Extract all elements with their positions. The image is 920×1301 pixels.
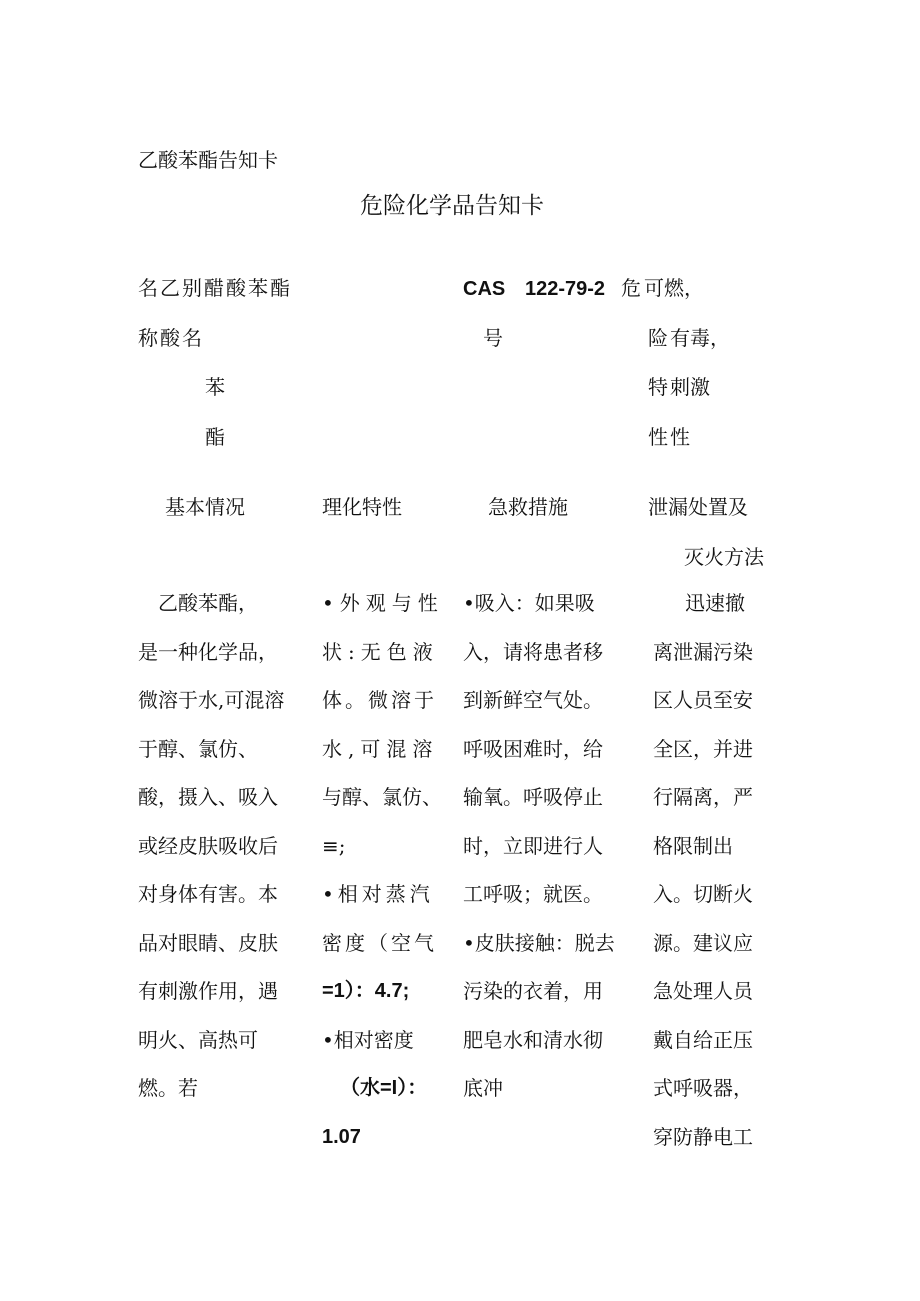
column-first-aid bbox=[463, 588, 628, 1122]
firstaid-line: 输氧。呼吸停止 bbox=[463, 785, 603, 809]
firstaid-line: 时，立即进行人 bbox=[463, 833, 603, 858]
name-value-4: 酯 bbox=[205, 425, 225, 449]
leak-line: 入。切断火 bbox=[653, 882, 753, 906]
physchem-line: 水,可混溶 bbox=[322, 736, 439, 761]
physchem-line: •相对密度 bbox=[322, 1027, 414, 1052]
cas-label-2: 号 bbox=[483, 326, 503, 350]
firstaid-line: •吸入：如果吸 bbox=[463, 591, 595, 615]
leak-line: 源。建议应 bbox=[653, 930, 753, 955]
name-label-1: 名 bbox=[138, 276, 158, 300]
column-physchem bbox=[322, 588, 442, 1170]
alias-value-4: 酯 bbox=[270, 276, 290, 300]
physchem-line: •外观与性 bbox=[322, 591, 444, 615]
basic-line: 对身体有害。本 bbox=[138, 882, 278, 906]
basic-line: 燃。若 bbox=[138, 1076, 198, 1100]
leak-line: 格限制出 bbox=[653, 833, 733, 858]
alias-label-2: 名 bbox=[182, 326, 202, 350]
alias-label-1: 别 bbox=[182, 276, 202, 300]
leak-line: 全区，并进 bbox=[653, 736, 753, 761]
heading-first-aid: 急救措施 bbox=[488, 495, 568, 519]
basic-line: 微溶于水,可混溶 bbox=[138, 688, 285, 712]
leak-line: 离泄漏污染 bbox=[653, 639, 753, 664]
physchem-line: 状:无色液 bbox=[322, 639, 439, 664]
firstaid-line: 工呼吸；就医。 bbox=[463, 882, 603, 906]
alias-value-1: 醋 bbox=[204, 276, 224, 300]
danger-value-3: 刺激 bbox=[670, 375, 710, 399]
heading-basic-info: 基本情况 bbox=[165, 495, 245, 519]
name-value-3: 苯 bbox=[205, 375, 225, 399]
heading-physchem: 理化特性 bbox=[322, 495, 402, 519]
leak-line: 急处理人员 bbox=[653, 979, 753, 1003]
firstaid-line: 入，请将患者移 bbox=[463, 639, 603, 664]
danger-value-4: 性 bbox=[670, 425, 690, 449]
document-title: 乙酸苯酯告知卡 bbox=[138, 148, 278, 172]
physchem-line: 1.07 bbox=[322, 1125, 361, 1148]
danger-value-2: 有毒， bbox=[670, 326, 730, 350]
physchem-line: 体。微溶于 bbox=[322, 688, 437, 712]
leak-line: 行隔离，严 bbox=[653, 785, 753, 809]
basic-line: 或经皮肤吸收后 bbox=[138, 833, 278, 858]
card-title: 危险化学品告知卡 bbox=[360, 193, 544, 219]
danger-label-2: 险 bbox=[648, 326, 668, 350]
firstaid-line: 污染的衣着，用 bbox=[463, 979, 603, 1003]
basic-line: 是一种化学品， bbox=[138, 639, 278, 664]
basic-line: 酸，摄入、吸入 bbox=[138, 785, 278, 809]
cas-number: 122-79-2 bbox=[525, 278, 606, 300]
basic-line: 于醇、氯仿、 bbox=[138, 736, 258, 761]
physchem-line: ≡; bbox=[322, 833, 346, 858]
leak-line: 区人员至安 bbox=[653, 688, 753, 712]
cas-label: CAS bbox=[463, 278, 506, 300]
name-value-1: 乙 bbox=[160, 276, 180, 300]
physchem-line: 密度（空气 bbox=[322, 930, 437, 955]
danger-label-1: 危 bbox=[621, 276, 641, 300]
leak-line: 戴自给正压 bbox=[653, 1027, 753, 1052]
alias-value-2: 酸 bbox=[226, 276, 246, 300]
alias-value-3: 苯 bbox=[248, 276, 268, 300]
danger-label-3: 特 bbox=[648, 375, 668, 399]
heading-leak-1: 泄漏处置及 bbox=[648, 495, 748, 519]
physchem-line: 与醇、氯仿、 bbox=[322, 785, 442, 809]
name-value-2: 酸 bbox=[160, 326, 180, 350]
basic-line: 明火、高热可 bbox=[138, 1027, 258, 1052]
physchem-line: （水=I）： bbox=[340, 1077, 428, 1099]
column-leak-fire bbox=[653, 588, 773, 1170]
name-label-2: 称 bbox=[138, 326, 158, 350]
basic-line: 乙酸苯酯， bbox=[138, 591, 258, 615]
basic-line: 品对眼睛、皮肤 bbox=[138, 930, 278, 955]
danger-value-1: 可燃， bbox=[644, 276, 704, 300]
physchem-line: =1）：4.7; bbox=[322, 980, 410, 1002]
danger-label-4: 性 bbox=[648, 425, 668, 449]
column-basic-info bbox=[138, 588, 303, 1122]
leak-line: 迅速撤 bbox=[685, 591, 745, 615]
basic-line: 有刺激作用，遇 bbox=[138, 979, 278, 1003]
leak-line: 穿防静电工 bbox=[653, 1124, 753, 1149]
firstaid-line: 底冲 bbox=[463, 1076, 503, 1100]
heading-leak-2: 灭火方法 bbox=[684, 545, 764, 569]
firstaid-line: 肥皂水和清水彻 bbox=[463, 1027, 603, 1052]
leak-line: 式呼吸器， bbox=[653, 1076, 753, 1100]
firstaid-line: 呼吸困难时，给 bbox=[463, 736, 603, 761]
physchem-line: •相对蒸汽 bbox=[322, 882, 434, 906]
firstaid-line: 到新鲜空气处。 bbox=[463, 688, 603, 712]
firstaid-line: •皮肤接触：脱去 bbox=[463, 930, 615, 955]
